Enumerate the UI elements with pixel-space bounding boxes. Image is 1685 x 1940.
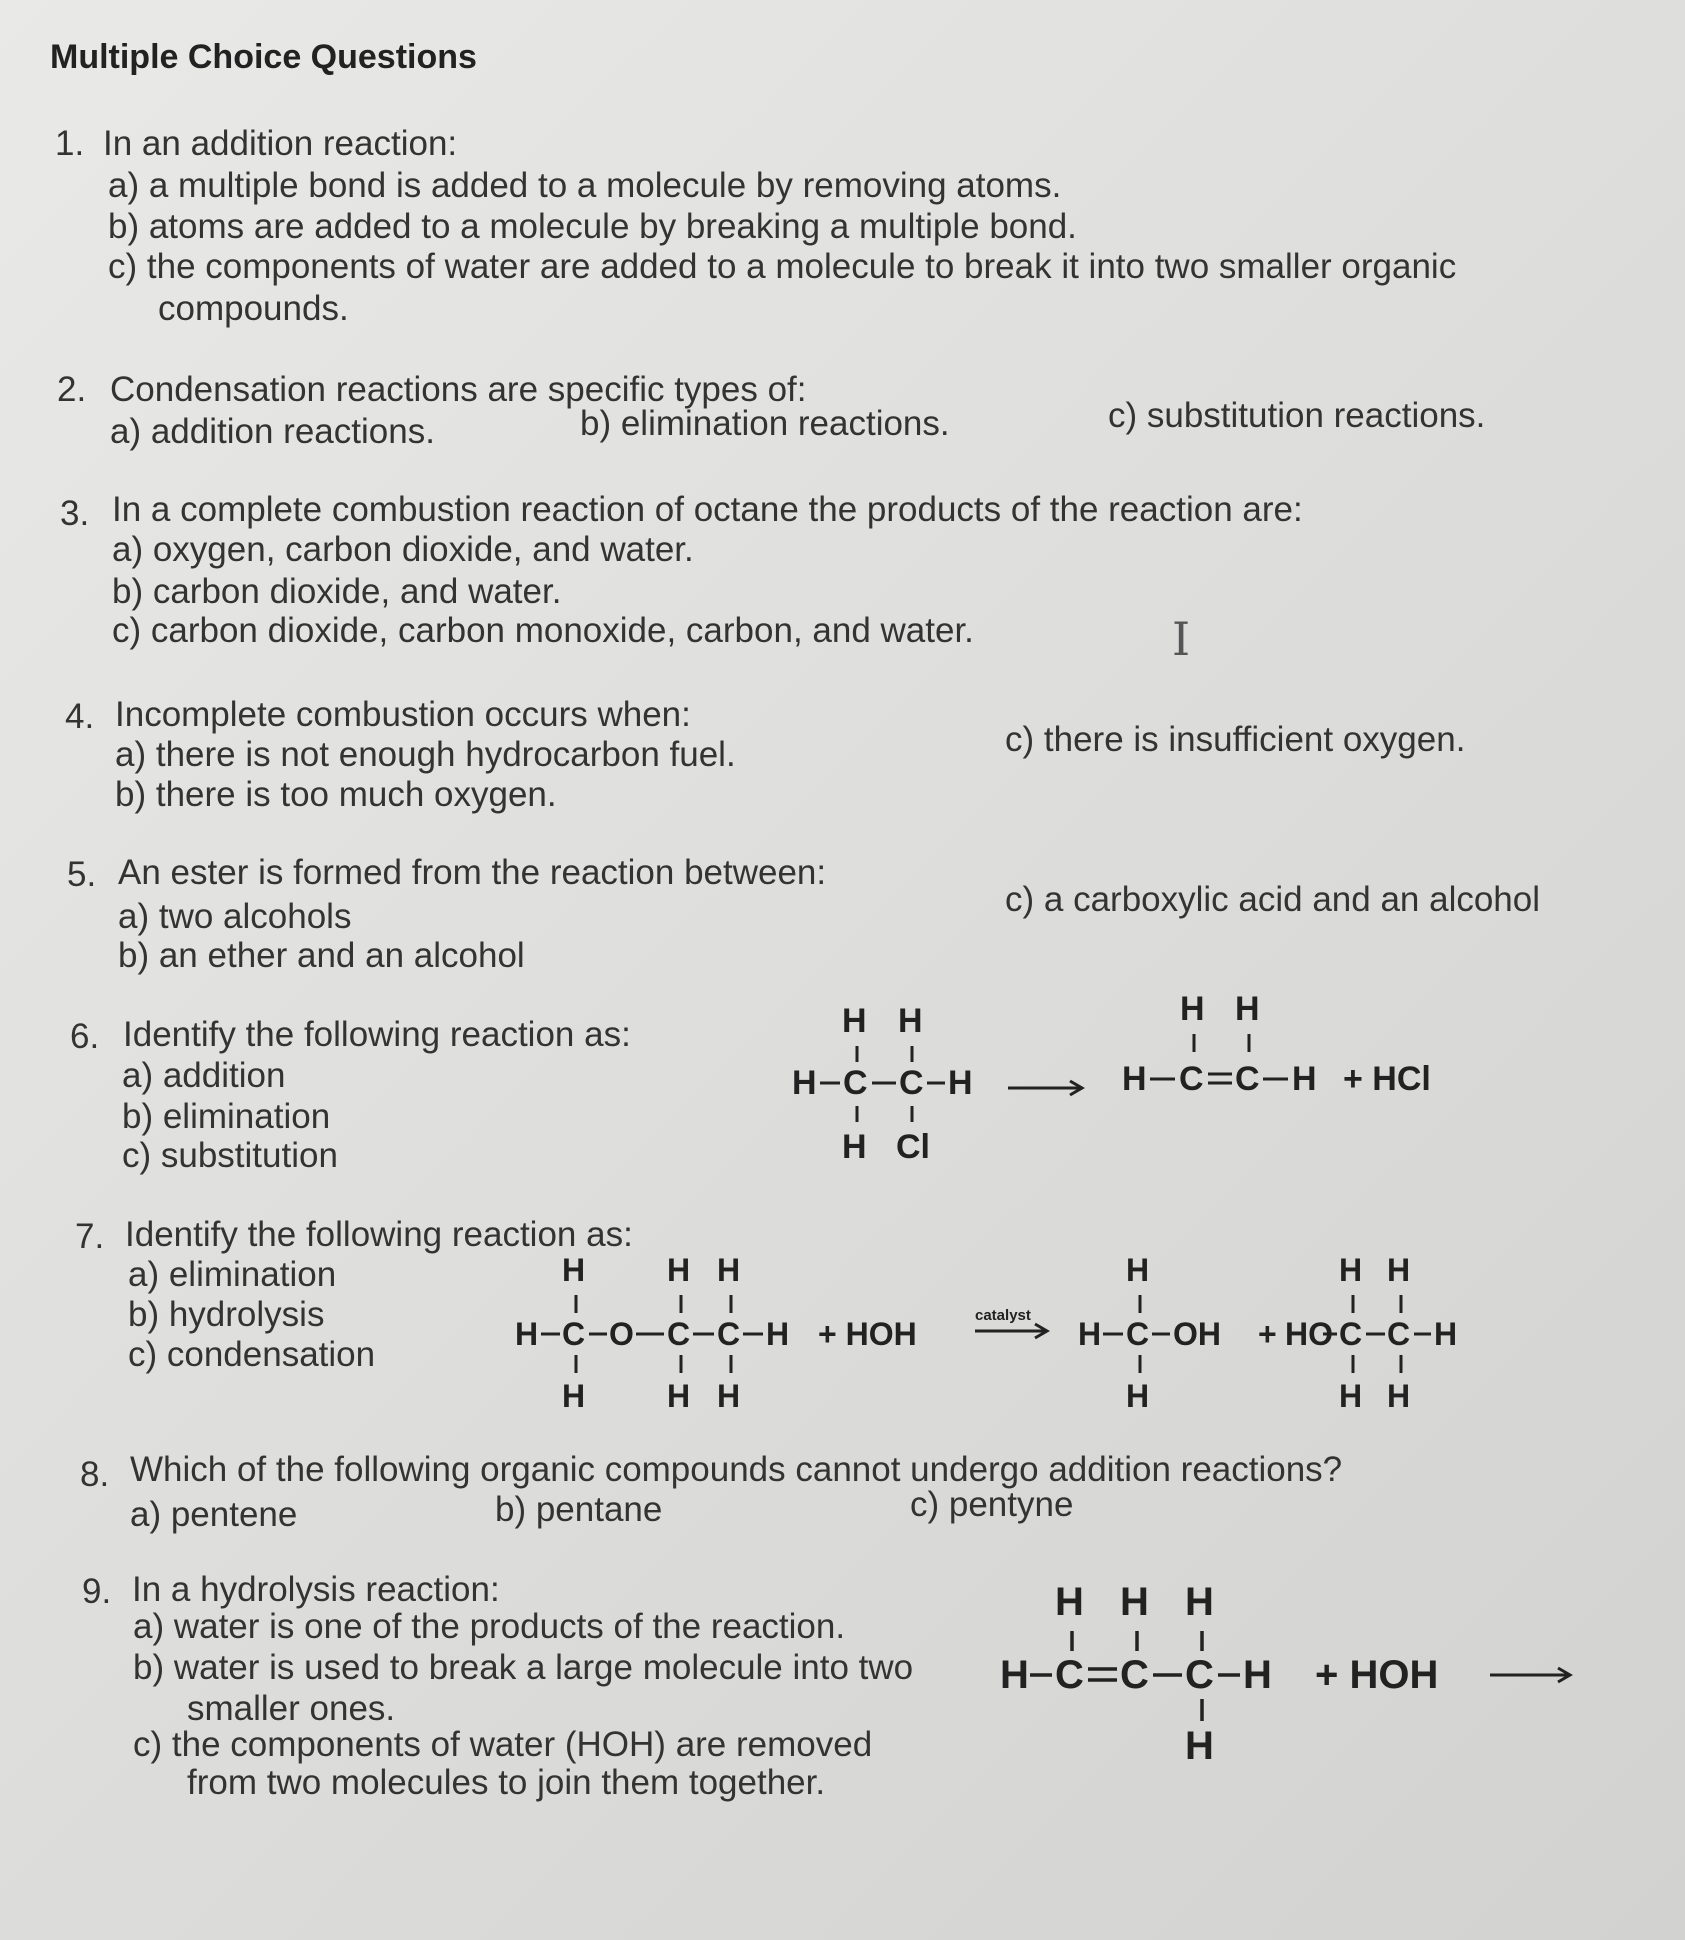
question-6-option-b[interactable]: b) elimination bbox=[122, 1097, 331, 1136]
question-6-option-c[interactable]: c) substitution bbox=[122, 1136, 338, 1175]
q7-atom-h: H bbox=[1126, 1252, 1150, 1288]
q6-atom-h: H bbox=[898, 1002, 923, 1040]
question-6-reaction-diagram bbox=[780, 990, 1500, 1190]
q9-arrow-icon bbox=[1490, 1668, 1570, 1682]
q7-arrow-icon bbox=[975, 1307, 1047, 1338]
q6-atom-c: C bbox=[843, 1064, 868, 1102]
question-6-option-a[interactable]: a) addition bbox=[122, 1056, 286, 1095]
q6-atom-h: H bbox=[842, 1128, 867, 1166]
q9-atom-c: C bbox=[1120, 1653, 1149, 1697]
question-1-number: 1. bbox=[55, 124, 85, 163]
q9-atom-h: H bbox=[1185, 1724, 1214, 1768]
q9-atom-h: H bbox=[1243, 1653, 1272, 1697]
question-7-number: 7. bbox=[75, 1217, 105, 1256]
question-8-option-a[interactable]: a) pentene bbox=[130, 1495, 298, 1534]
q7-group-ho: HO bbox=[1285, 1316, 1333, 1352]
q7-atom-c: C bbox=[1387, 1316, 1411, 1352]
q9-reactant-propene bbox=[1000, 1580, 1272, 1768]
q9-atom-c: C bbox=[1055, 1653, 1084, 1697]
question-3-number: 3. bbox=[60, 494, 90, 533]
question-9-option-a[interactable]: a) water is one of the products of the reaction. bbox=[133, 1607, 846, 1646]
question-2-stem: Condensation reactions are specific types of: bbox=[110, 370, 807, 409]
question-4-option-a[interactable]: a) there is not enough hydrocarbon fuel. bbox=[115, 735, 736, 774]
q6-atom-h: H bbox=[1122, 1060, 1147, 1098]
q7-atom-o: O bbox=[609, 1316, 634, 1352]
q7-atom-c: C bbox=[1339, 1316, 1363, 1352]
q9-atom-h: H bbox=[1185, 1580, 1214, 1624]
q7-atom-h: H bbox=[1387, 1252, 1411, 1288]
question-9-option-c[interactable]: c) the components of water (HOH) are removed bbox=[133, 1725, 873, 1764]
question-9-option-c-cont: from two molecules to join them together. bbox=[187, 1763, 826, 1802]
q7-atom-h: H bbox=[562, 1378, 586, 1414]
q9-reactant-water: + HOH bbox=[1315, 1653, 1439, 1697]
question-7-option-a[interactable]: a) elimination bbox=[128, 1255, 337, 1294]
question-4-stem: Incomplete combustion occurs when: bbox=[115, 695, 691, 734]
q9-atom-h: H bbox=[1000, 1653, 1029, 1697]
question-1-option-b[interactable]: b) atoms are added to a molecule by breaking a multiple bond. bbox=[108, 207, 1077, 246]
question-4-option-c[interactable]: c) there is insufficient oxygen. bbox=[1005, 720, 1466, 759]
q7-atom-c: C bbox=[562, 1316, 586, 1352]
q6-atom-cl: Cl bbox=[896, 1128, 930, 1166]
q7-atom-c: C bbox=[667, 1316, 691, 1352]
question-5-option-b[interactable]: b) an ether and an alcohol bbox=[118, 936, 525, 975]
q6-arrow-icon bbox=[1008, 1081, 1082, 1095]
question-3-option-b[interactable]: b) carbon dioxide, and water. bbox=[112, 572, 562, 611]
q6-atom-h: H bbox=[842, 1002, 867, 1040]
question-9-number: 9. bbox=[82, 1572, 112, 1611]
q7-group-oh: OH bbox=[1173, 1316, 1221, 1352]
q7-atom-h: H bbox=[515, 1316, 539, 1352]
q7-atom-h: H bbox=[766, 1316, 790, 1352]
q7-reactant-water: + HOH bbox=[818, 1316, 917, 1352]
question-3-stem: In a complete combustion reaction of octane the products of the reaction are: bbox=[112, 490, 1303, 529]
q7-atom-c: C bbox=[717, 1316, 741, 1352]
text-cursor-icon: I bbox=[1172, 612, 1191, 666]
question-3-option-c[interactable]: c) carbon dioxide, carbon monoxide, carbon, and water. bbox=[112, 611, 974, 650]
question-9-option-b[interactable]: b) water is used to break a large molecule into two bbox=[133, 1648, 914, 1687]
question-2-option-b[interactable]: b) elimination reactions. bbox=[580, 404, 950, 443]
q7-atom-h: H bbox=[1339, 1252, 1363, 1288]
q7-atom-h: H bbox=[1078, 1316, 1102, 1352]
question-1-option-c[interactable]: c) the components of water are added to a molecule to break it into two smaller organic bbox=[108, 247, 1457, 286]
q7-catalyst-label: catalyst bbox=[975, 1307, 1031, 1324]
page-title: Multiple Choice Questions bbox=[50, 38, 477, 76]
question-1-option-a[interactable]: a) a multiple bond is added to a molecule by removing atoms. bbox=[108, 166, 1062, 205]
q7-reactant-ether bbox=[515, 1252, 917, 1414]
q7-atom-h: H bbox=[1387, 1378, 1411, 1414]
question-7-stem: Identify the following reaction as: bbox=[125, 1215, 633, 1254]
question-2-number: 2. bbox=[57, 370, 87, 409]
q6-atom-c: C bbox=[899, 1064, 924, 1102]
q7-product-methanol bbox=[1078, 1252, 1221, 1414]
question-9-reaction-diagram bbox=[990, 1575, 1590, 1775]
question-8-option-b[interactable]: b) pentane bbox=[495, 1490, 663, 1529]
question-8-stem: Which of the following organic compounds cannot undergo addition reactions? bbox=[130, 1450, 1343, 1489]
q7-atom-h: H bbox=[562, 1252, 586, 1288]
q9-atom-c: C bbox=[1185, 1653, 1214, 1697]
q6-atom-h: H bbox=[792, 1064, 817, 1102]
q7-atom-h: H bbox=[1126, 1378, 1150, 1414]
q6-atom-h: H bbox=[1235, 990, 1260, 1028]
question-2-option-a[interactable]: a) addition reactions. bbox=[110, 412, 435, 451]
q9-atom-h: H bbox=[1120, 1580, 1149, 1624]
question-1-stem: In an addition reaction: bbox=[103, 124, 458, 163]
question-7-option-b[interactable]: b) hydrolysis bbox=[128, 1295, 325, 1334]
q6-atom-c: C bbox=[1179, 1060, 1204, 1098]
question-5-option-c[interactable]: c) a carboxylic acid and an alcohol bbox=[1005, 880, 1541, 919]
q7-atom-h: H bbox=[667, 1378, 691, 1414]
question-8-option-c[interactable]: c) pentyne bbox=[910, 1485, 1074, 1524]
question-9-option-b-cont: smaller ones. bbox=[187, 1689, 396, 1728]
q7-atom-h: H bbox=[717, 1252, 741, 1288]
q6-atom-h: H bbox=[948, 1064, 973, 1102]
question-2-option-c[interactable]: c) substitution reactions. bbox=[1108, 396, 1486, 435]
question-3-option-a[interactable]: a) oxygen, carbon dioxide, and water. bbox=[112, 530, 694, 569]
question-6-stem: Identify the following reaction as: bbox=[123, 1015, 631, 1054]
question-7-reaction-diagram bbox=[505, 1245, 1525, 1425]
question-8-number: 8. bbox=[80, 1455, 110, 1494]
q6-reactant-structure bbox=[792, 1002, 973, 1166]
question-6-number: 6. bbox=[70, 1017, 100, 1056]
q7-atom-c: C bbox=[1126, 1316, 1150, 1352]
q7-atom-h: H bbox=[1339, 1378, 1363, 1414]
q9-atom-h: H bbox=[1055, 1580, 1084, 1624]
question-1-option-c-cont: compounds. bbox=[158, 289, 349, 328]
question-5-option-a[interactable]: a) two alcohols bbox=[118, 897, 352, 936]
q7-product-ethanol bbox=[1285, 1252, 1457, 1414]
q7-plus-sign: + bbox=[1258, 1316, 1277, 1352]
q6-atom-h: H bbox=[1180, 990, 1205, 1028]
question-5-stem: An ester is formed from the reaction between: bbox=[118, 853, 827, 892]
q7-atom-h: H bbox=[667, 1252, 691, 1288]
q7-atom-h: H bbox=[1434, 1316, 1458, 1352]
q6-atom-h: H bbox=[1292, 1060, 1317, 1098]
q6-byproduct: + HCl bbox=[1343, 1060, 1431, 1098]
q6-product-structure bbox=[1122, 990, 1431, 1098]
q6-atom-c: C bbox=[1235, 1060, 1260, 1098]
question-5-number: 5. bbox=[67, 855, 97, 894]
question-4-option-b[interactable]: b) there is too much oxygen. bbox=[115, 775, 557, 814]
question-9-stem: In a hydrolysis reaction: bbox=[132, 1570, 500, 1609]
question-4-number: 4. bbox=[65, 697, 95, 736]
q7-atom-h: H bbox=[717, 1378, 741, 1414]
question-7-option-c[interactable]: c) condensation bbox=[128, 1335, 376, 1374]
